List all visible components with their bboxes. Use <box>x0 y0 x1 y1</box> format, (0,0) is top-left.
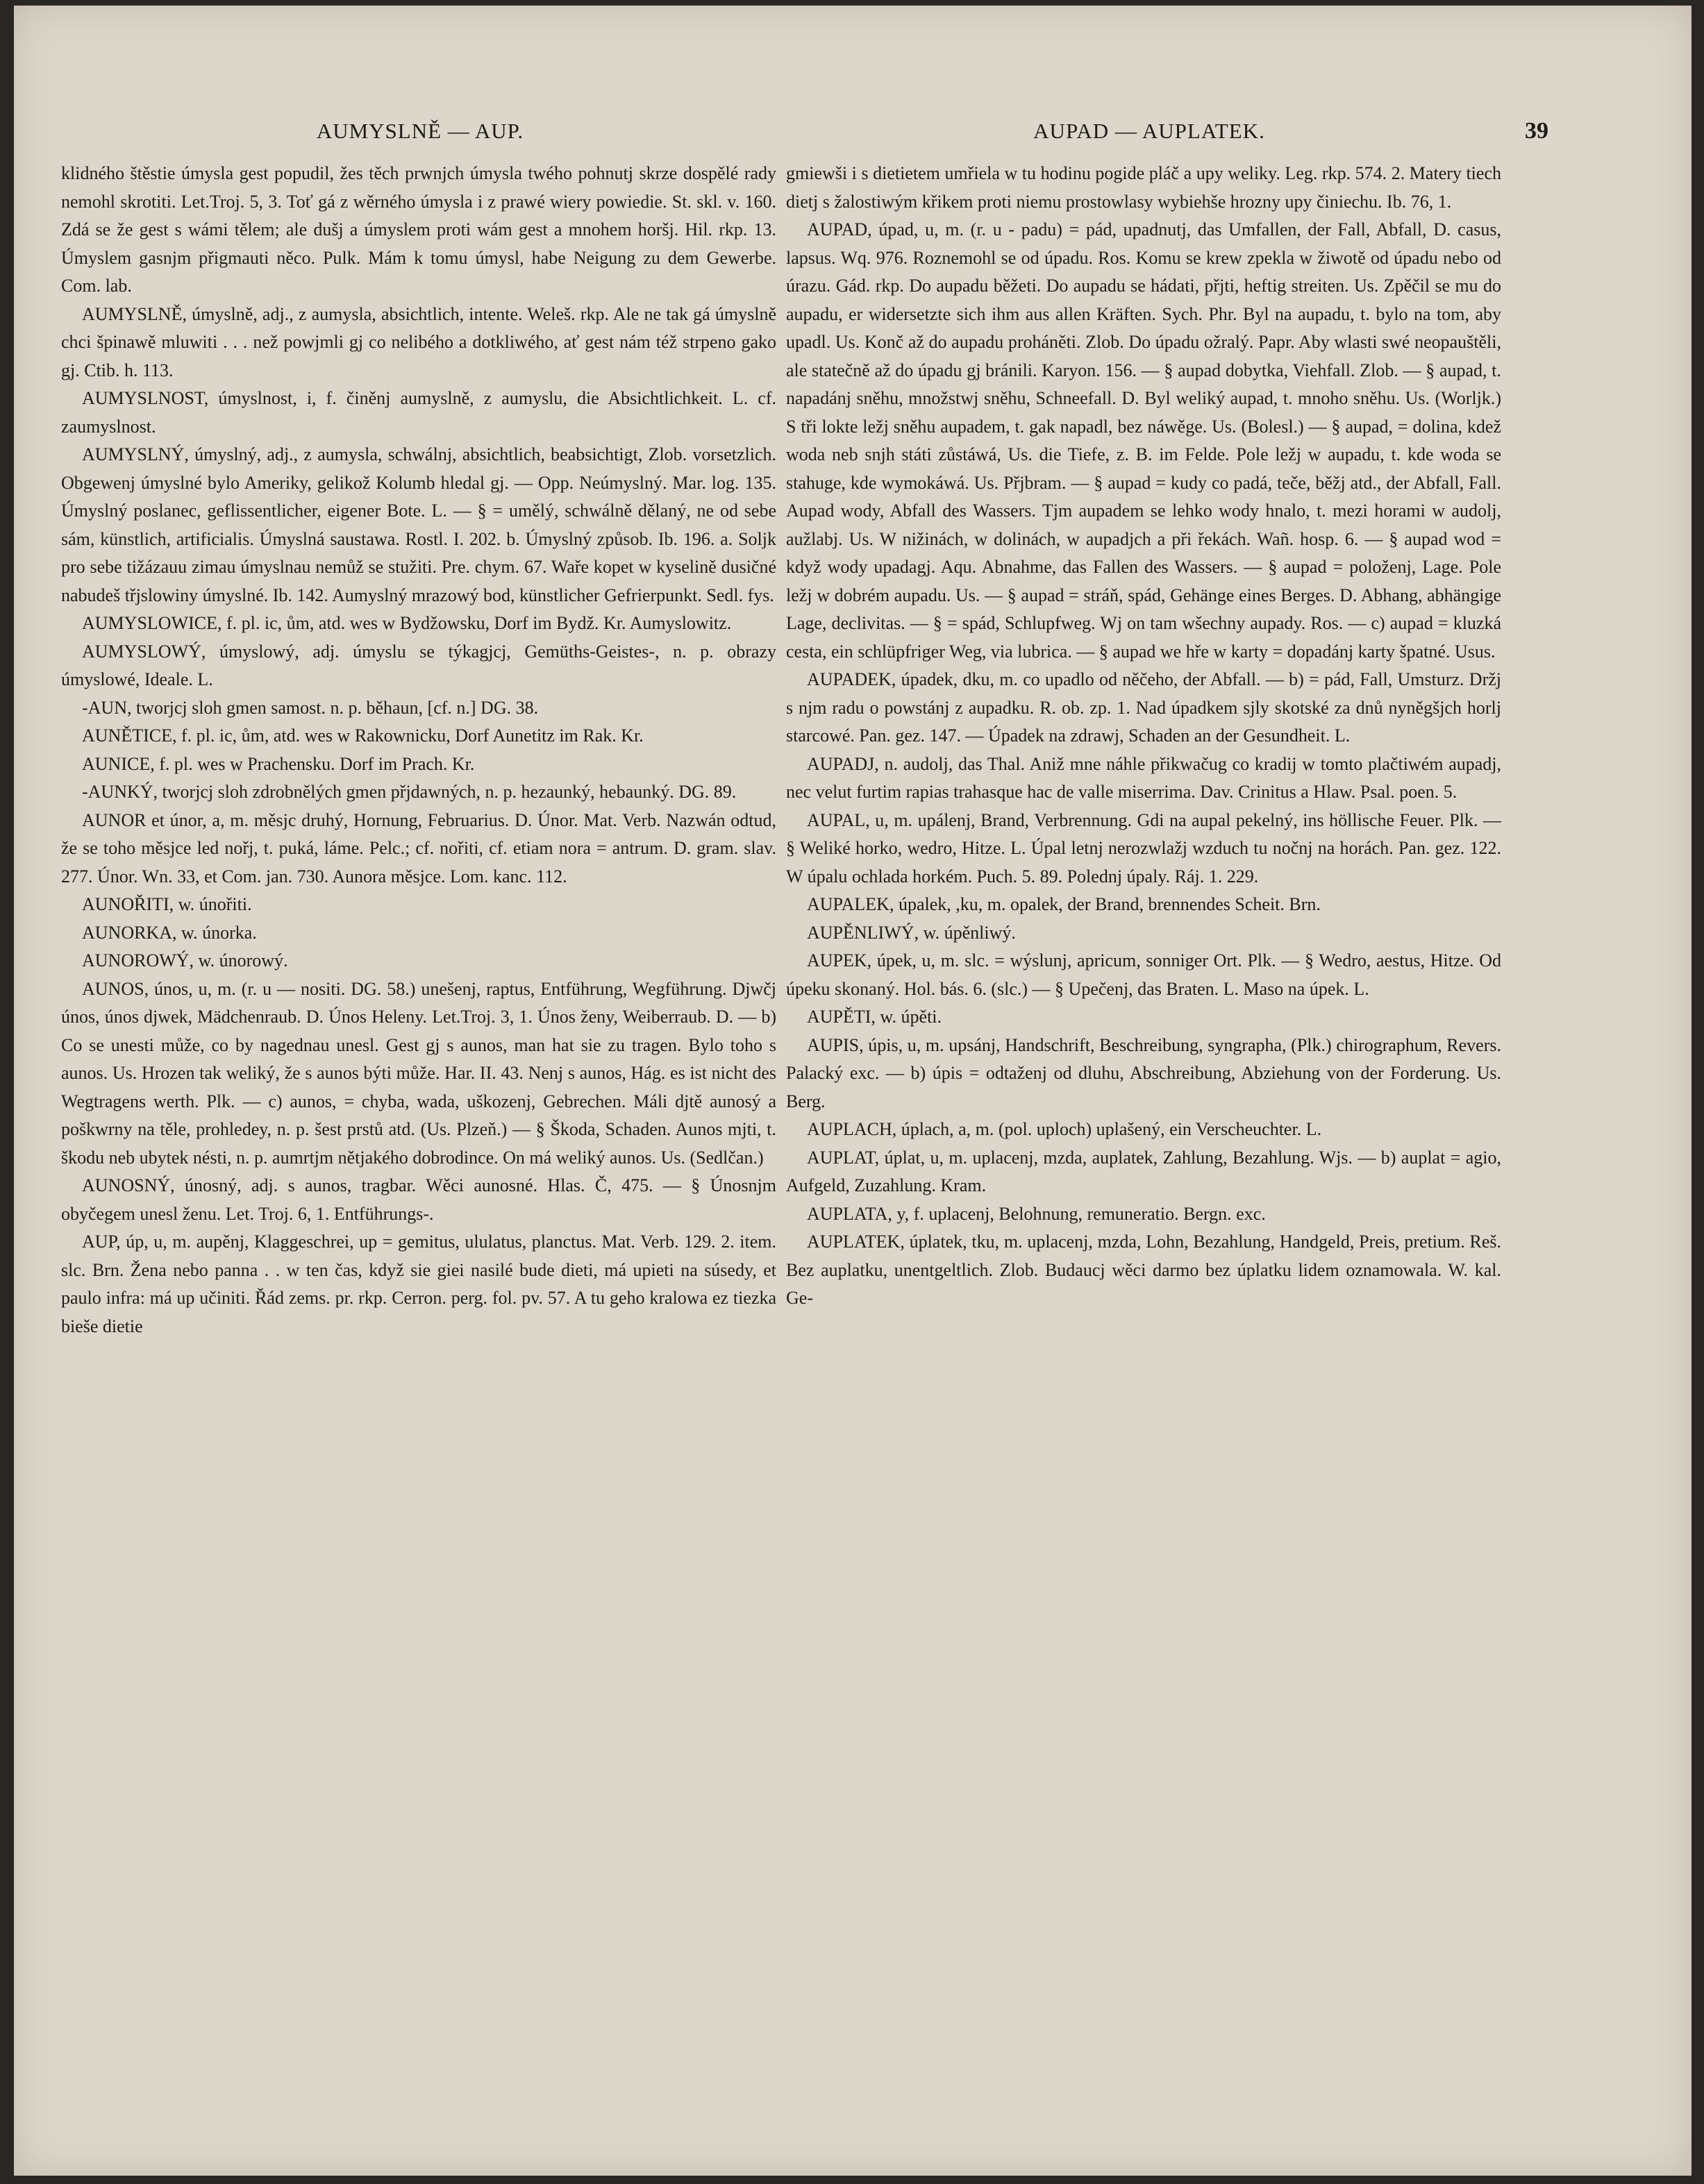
entry-aunetice: AUNĚTICE, f. pl. ic, ům, atd. wes w Rakownicku, Dorf Aunetitz im Rak. Kr. <box>82 725 644 746</box>
entry-aunice: AUNICE, f. pl. wes w Prachensku. Dorf im Prach. Kr. <box>82 753 475 774</box>
entry-aupadj: AUPADJ, n. audolj, das Thal. Aniž mne náhle přikwačug co kradij w tomto plačtiwém aupadj, nec velut furtim rapias trahasque hac de valle miserrima. Dav. Crinitus a Hlaw. Psal. poen. 5. <box>786 753 1501 802</box>
entry-auplach: AUPLACH, úplach, a, m. (pol. uploch) uplašený, ein Verscheuchter. L. <box>807 1119 1322 1139</box>
entry-aup: AUP, úp, u, m. aupěnj, Klaggeschrei, up = gemitus, ululatus, planctus. Mat. Verb. 129. 2. item. slc. Brn. Žena nebo panna . . w ten čas, když sie giei nasilé bude dieti, má upieti na súsedy, et paulo infra: má up učiniti. Řád zems. pr. rkp. Cerron. perg. fol. pv. 57. A tu geho kralowa ez tiezka bieše dietie <box>61 1232 776 1336</box>
entry-aupalek: AUPALEK, úpalek, ,ku, m. opalek, der Brand, brennendes Scheit. Brn. <box>807 894 1321 914</box>
dictionary-page <box>14 6 1692 2176</box>
running-head-left: AUMYSLNĚ — AUP. <box>316 119 524 143</box>
left-column <box>61 160 776 1341</box>
entry-aunky: -AUNKÝ, tworjcj sloh zdrobnělých gmen přjdawných, n. p. hezaunký, hebaunký. DG. 89. <box>82 782 737 802</box>
entry-aupadek: AUPADEK, úpadek, dku, m. co upadlo od něčeho, der Abfall. — b) = pád, Fall, Umsturz. Držj s njm radu o powstánj z aupadku. R. ob. zp. 1. Nad úpadkem sjly skotské za dnů nyněgšjch horlj starcowé. Pan. gez. 147. — Úpadek na zdrawj, Schaden an der Gesundheit. L. <box>786 669 1501 746</box>
entry-auplata: AUPLATA, y, f. uplacenj, Belohnung, remuneratio. Bergn. exc. <box>807 1203 1266 1224</box>
entry-aunorka: AUNORKA, w. únorka. <box>82 922 257 943</box>
entry-aunoriti: AUNOŘITI, w. únořiti. <box>82 894 252 914</box>
entry-auplat: AUPLAT, úplat, u, m. uplacenj, mzda, auplatek, Zahlung, Bezahlung. Wjs. — b) auplat = agio, Aufgeld, Zuzahlung. Kram. <box>786 1147 1501 1195</box>
right-column <box>786 160 1501 1313</box>
entry-continuation: gmiewši i s dietietem umřiela w tu hodinu pogide pláč a upy weliky. Leg. rkp. 574. 2. Matery tiech dietj s žalostiwým křikem proti niemu prostowlasy wybiehše hrozny upy činiechu. Ib. 76, 1. <box>786 163 1501 212</box>
entry-aunos: AUNOS, únos, u, m. (r. u — nositi. DG. 58.) unešenj, raptus, Entführung, Wegführung. Djwčj únos, únos djwek, Mädchenraub. D. Únos Heleny. Let.Troj. 3, 1. Únos ženy, Weiberraub. D. — b) Co se unesti může, co by nagednau unesl. Gest gj s aunos, man hat sie zu tragen. Bylo toho s aunos. Us. Hrozen tak weliký, že s aunos býti může. Har. II. 43. Nenj s aunos, Hág. es ist nicht des Wegtragens werth. Plk. — c) aunos, = chyba, wada, uškozenj, Gebrechen. Máli djtě aunosý a poškwrny na těle, prohledey, n. p. šest prstů atd. (Us. Plzeň.) — § Škoda, Schaden. Aunos mjti, t. škodu neb ubytek nésti, n. p. aumrtjm nětjakého dobrodince. On má weliký aunos. Us. (Sedlčan.) <box>61 978 776 1168</box>
running-head-right: AUPAD — AUPLATEK. <box>1033 119 1265 143</box>
entry-aumyslowy: AUMYSLOWÝ, úmyslowý, adj. úmyslu se týkagjcj, Gemüths-Geistes-, n. p. obrazy úmyslowé, Ideale. L. <box>61 641 776 689</box>
entry-auplatek: AUPLATEK, úplatek, tku, m. uplacenj, mzda, Lohn, Bezahlung, Handgeld, Preis, pretium. Reš. Bez auplatku, unentgeltlich. Zlob. Budaucj wěci darmo bez úplatku lidem oznamowala. W. kal. Ge- <box>786 1232 1501 1308</box>
entry-aupis: AUPIS, úpis, u, m. upsánj, Handschrift, Beschreibung, syngrapha, (Plk.) chirographum, Revers. Palacký exc. — b) úpis = odtaženj od dluhu, Abschreibung, Abziehung von der Forderung. Us. Berg. <box>786 1034 1501 1111</box>
page-number: 39 <box>1525 118 1548 144</box>
entry-aunosny: AUNOSNÝ, únosný, adj. s aunos, tragbar. Wěci aunosné. Hlas. Č, 475. — § Únosnjm obyčegem unesl ženu. Let. Troj. 6, 1. Entführungs-. <box>61 1175 776 1224</box>
entry-continuation: klidného štěstie úmysla gest popudil, žes těch prwnjch úmysla twého pohnutj skrze dospělé rady nemohl skrotiti. Let.Troj. 5, 3. Toť gá z wěrného úmysla i z prawé wiery powiedie. St. skl. v. 160. Zdá se že gest s wámi tělem; ale dušj a úmyslem proti wám gest a mnohem horšj. Hil. rkp. 13. Úmyslem gasnjm přigmauti něco. Pulk. Mám k tomu úmysl, habe Neigung zu dem Gewerbe. Com. lab. <box>61 163 776 296</box>
entry-aupeti: AUPĚTI, w. úpěti. <box>807 1007 942 1027</box>
entry-aunor: AUNOR et únor, a, m. měsjc druhý, Hornung, Februarius. D. Únor. Mat. Verb. Nazwán odtud, že se toho měsjce led nořj, t. puká, láme. Pelc.; cf. nořiti, cf. etiam nora = antrum. D. gram. slav. 277. Únor. Wn. 33, et Com. jan. 730. Aunora měsjce. Lom. kanc. 112. <box>61 809 776 887</box>
entry-aumyslny: AUMYSLNÝ, úmyslný, adj., z aumysla, schwálnj, absichtlich, beabsichtigt, Zlob. vorsetzlich. Obgewenj úmyslné bylo Ameriky, gelikož Kolumb hledal gj. — Opp. Neúmyslný. Mar. log. 135. Úmyslný poslanec, geflissentlicher, eigener Bote. L. — § = umělý, schwálně dělaný, ne od sebe sám, künstlich, artificialis. Úmyslná saustawa. Rostl. I. 202. b. Úmyslný způsob. Ib. 196. a. Soljk pro sebe tižázauu zimau úmyslnau nemůž se stužiti. Pre. chym. 67. Waře kopet w kyselině dusičné nabudeš třjslowiny úmyslné. Ib. 142. Aumyslný mrazowý bod, künstlicher Gefrierpunkt. Sedl. fys. <box>61 444 776 605</box>
entry-aupal: AUPAL, u, m. upálenj, Brand, Verbrennung. Gdi na aupal pekelný, ins höllische Feuer. Plk. — § Weliké horko, wedro, Hitze. L. Úpal letnj nerozwlažj wzduch tu nočnj na horách. Pan. gez. 122. W úpalu ochlada horkém. Puch. 5. 89. Polednj úpaly. Ráj. 1. 229. <box>786 809 1501 887</box>
entry-aumyslnost: AUMYSLNOST, úmyslnost, i, f. činěnj aumyslně, z aumyslu, die Absichtlichkeit. L. cf. zaumyslnost. <box>61 388 776 437</box>
entry-aupenliwy: AUPĚNLIWÝ, w. úpěnliwý. <box>807 922 1016 943</box>
entry-aupad: AUPAD, úpad, u, m. (r. u - padu) = pád, upadnutj, das Umfallen, der Fall, Abfall, D. casus, lapsus. Wq. 976. Roznemohl se od úpadu. Ros. Komu se krew zpekla w žiwotě od úpadu nebo od úrazu. Gád. rkp. Do aupadu běžeti. Do aupadu se hádati, přjti, heftig streiten. Us. Zpěčil se mu do aupadu, er widersetzte sich ihm aus allen Kräften. Sych. Phr. Byl na aupadu, t. bylo na tom, aby upadl. Us. Konč až do aupadu proháněti. Zlob. Do úpadu ožralý. Papr. Aby wlasti swé neopauštěli, ale statečně až do úpadu gj bránili. Karyon. 156. — § aupad dobytka, Viehfall. Zlob. — § aupad, t. napadánj sněhu, množstwj sněhu, Schneefall. D. Byl weliký aupad, t. mnoho sněhu. Us. (Worljk.) S tři lokte ležj sněhu aupadem, t. gak napadl, bez náwěge. Us. (Bolesl.) — § aupad, = dolina, kdež woda neb snjh státi zůstáwá, Us. die Tiefe, z. B. im Felde. Pole ležj w aupadu, t. kde woda se stahuge, kde wymokáwá. Us. Přjbram. — § aupad = kudy co padá, teče, běžj atd., der Abfall, Fall. Aupad wody, Abfall des Wassers. Tjm aupadem se lehko wody hnalo, t. mezi horami w audolj, aužlabj. Us. W nižinách, w dolinách, w aupadjch a při řekách. Wañ. hosp. 6. — § aupad wod = když wody upadagj. Aqu. Abnahme, das Fallen des Wassers. — § aupad = položenj, Lage. Pole ležj w dobrém aupadu. Us. — § aupad = stráň, spád, Gehänge eines Berges. D. Abhang, abhängige Lage, declivitas. — § = spád, Schlupfweg. Wj on tam wšechny aupady. Ros. — c) aupad = kluzká cesta, ein schlüpfriger Weg, via lubrica. — § aupad we hře w karty = dopadánj karty špatné. Usus. <box>786 219 1501 662</box>
entry-aunorowy: AUNOROWÝ, w. únorowý. <box>82 950 288 971</box>
entry-aupek: AUPEK, úpek, u, m. slc. = wýslunj, apricum, sonniger Ort. Plk. — § Wedro, aestus, Hitze. Od úpeku skonaný. Hol. bás. 6. (slc.) — § Upečenj, das Braten. L. Maso na úpek. L. <box>786 950 1501 999</box>
entry-aumyslowice: AUMYSLOWICE, f. pl. ic, ům, atd. wes w Bydžowsku, Dorf im Bydž. Kr. Aumyslowitz. <box>82 613 732 633</box>
entry-aun: -AUN, tworjcj sloh gmen samost. n. p. běhaun, [cf. n.] DG. 38. <box>82 697 539 718</box>
entry-aumyslne: AUMYSLNĚ, úmyslně, adj., z aumysla, absichtlich, intente. Weleš. rkp. Ale ne tak gá úmyslně chci špinawě mluwiti . . . než powjmli gj co nelibého a dotkliwého, ať gest nám též strpeno gako gj. Ctib. h. 113. <box>61 303 776 380</box>
